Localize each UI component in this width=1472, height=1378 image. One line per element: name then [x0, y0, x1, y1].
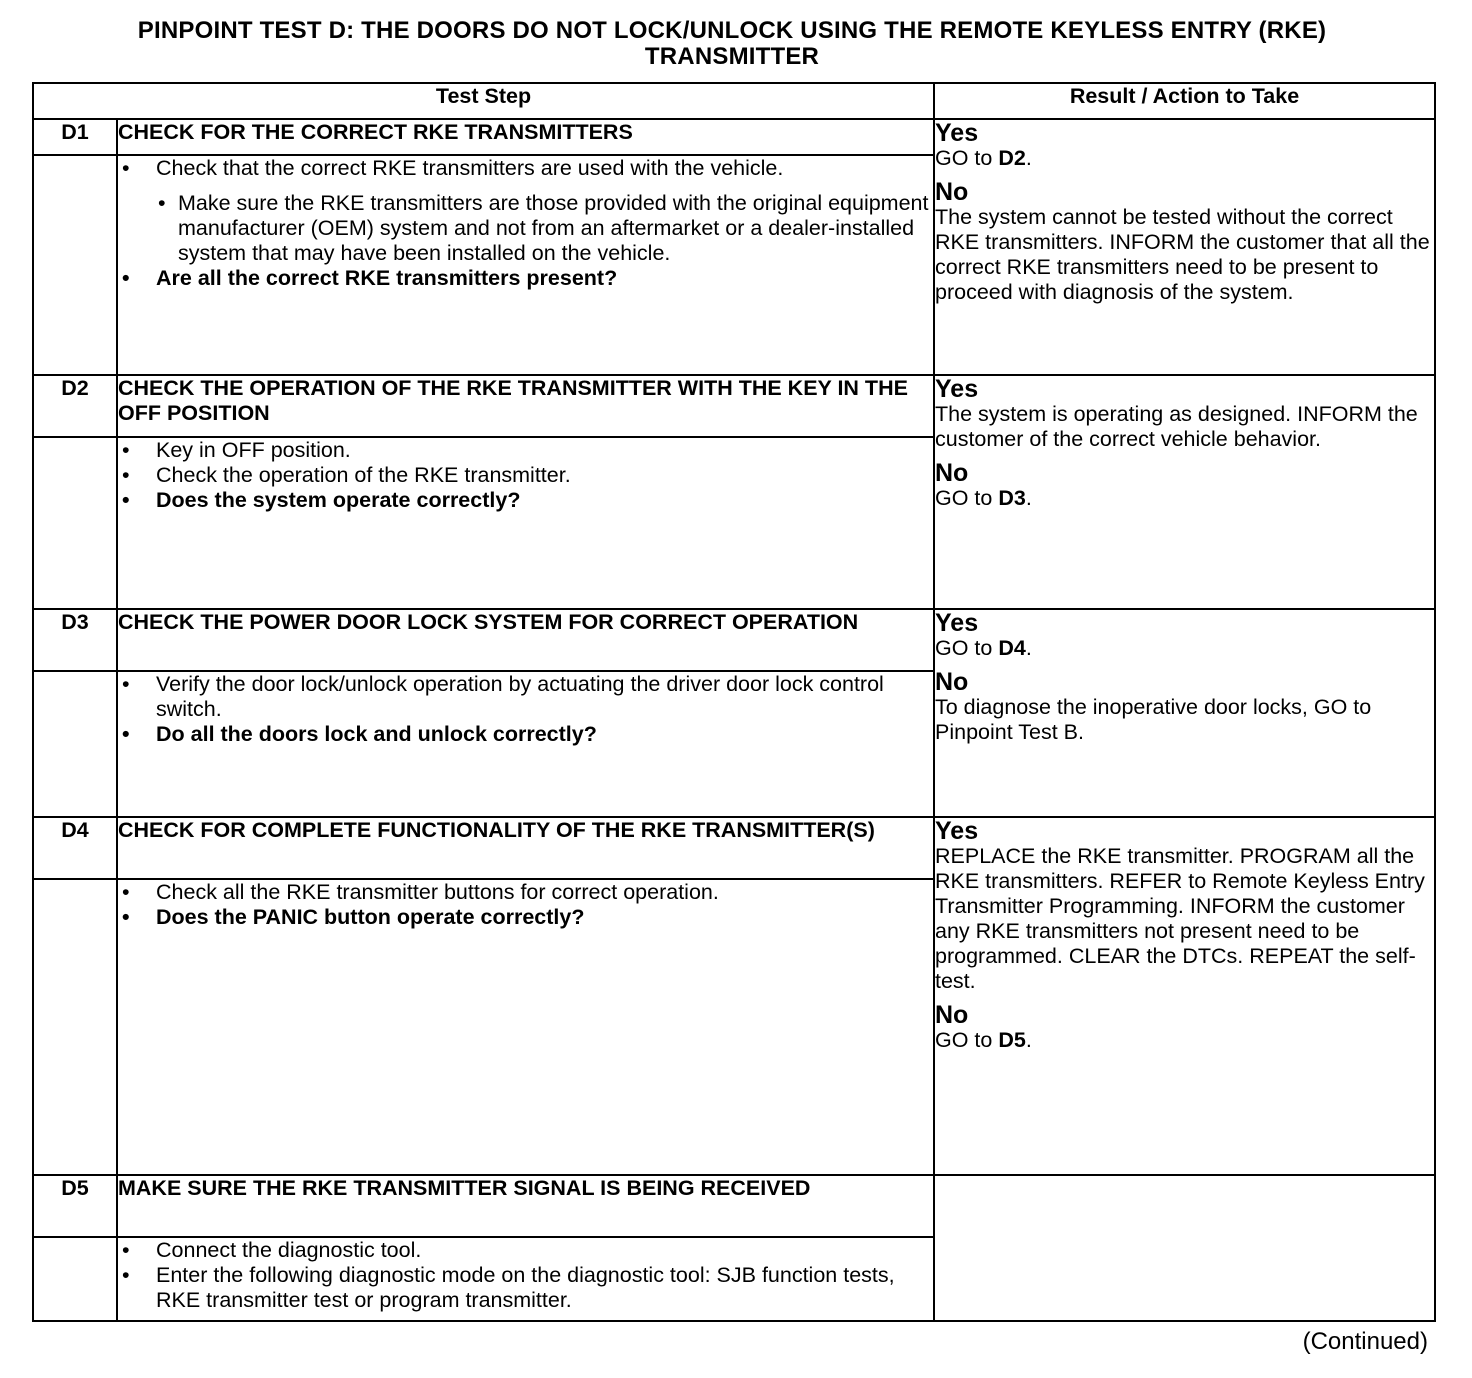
step-d3-title-row	[33, 609, 1435, 671]
title-line-1: PINPOINT TEST D: THE DOORS DO NOT LOCK/UNLOCK USING THE REMOTE KEYLESS ENTRY (RKE)	[137, 17, 1327, 44]
step-ref: D3	[998, 486, 1026, 510]
yes-action: GO to D2.	[935, 146, 1032, 170]
table-header-row	[33, 83, 1435, 119]
page-title	[0, 18, 1464, 70]
no-action: To diagnose the inoperative door locks, GO to Pinpoint Test B.	[935, 695, 1372, 744]
step-body	[117, 1237, 934, 1321]
title-line-2: TRANSMITTER	[644, 43, 820, 70]
list-item: • Connect the diagnostic tool.	[118, 1238, 933, 1263]
pinpoint-test-table	[32, 82, 1436, 1322]
no-label: No	[935, 459, 969, 487]
continued-label: (Continued)	[1302, 1328, 1428, 1355]
list-item: • Key in OFF position.	[118, 438, 933, 463]
step-title: MAKE SURE THE RKE TRANSMITTER SIGNAL IS BEING RECEIVED	[117, 1175, 934, 1237]
step-title: CHECK FOR COMPLETE FUNCTIONALITY OF THE RKE TRANSMITTER(S)	[117, 817, 934, 879]
step-d4-title-row	[33, 817, 1435, 879]
step-ref: D5	[998, 1028, 1026, 1052]
list-item: • Enter the following diagnostic mode on the diagnostic tool: SJB function tests, RKE transmitter test or program transmitter.	[118, 1263, 933, 1313]
yes-label: Yes	[935, 119, 979, 147]
list-item: • Does the system operate correctly?	[118, 488, 933, 513]
list-item: • Do all the doors lock and unlock correctly?	[118, 722, 933, 747]
yes-label: Yes	[935, 375, 979, 403]
step-number: D5	[33, 1175, 117, 1237]
step-ref: D2	[998, 146, 1026, 170]
step-d5-result	[934, 1175, 1435, 1321]
yes-action: The system is operating as designed. INFORM the customer of the correct vehicle behavior.	[935, 402, 1418, 451]
step-d1-result	[934, 119, 1435, 375]
step-title: CHECK THE OPERATION OF THE RKE TRANSMITTER WITH THE KEY IN THE OFF POSITION	[117, 375, 934, 437]
header-result: Result / Action to Take	[934, 83, 1435, 119]
step-number: D1	[33, 119, 117, 155]
list-item: • Does the PANIC button operate correctly?	[118, 905, 933, 930]
list-item: • Make sure the RKE transmitters are those provided with the original equipment manufacturer (OEM) system and not from an aftermarket or a dealer-installed system that may have been installed on the vehicle.	[118, 191, 933, 266]
step-d5-title-row	[33, 1175, 1435, 1237]
list-item: • Check all the RKE transmitter buttons for correct operation.	[118, 880, 933, 905]
step-d2-result	[934, 375, 1435, 609]
step-ref: D4	[998, 636, 1026, 660]
step-number: D3	[33, 609, 117, 671]
no-label: No	[935, 178, 969, 206]
step-title: CHECK THE POWER DOOR LOCK SYSTEM FOR CORRECT OPERATION	[117, 609, 934, 671]
step-body	[117, 155, 934, 375]
step-body	[117, 437, 934, 609]
list-item: • Verify the door lock/unlock operation by actuating the driver door lock control switch.	[118, 672, 933, 722]
yes-action: GO to D4.	[935, 636, 1032, 660]
yes-label: Yes	[935, 609, 979, 637]
step-d2-title-row	[33, 375, 1435, 437]
step-body	[117, 671, 934, 817]
step-d1-title-row	[33, 119, 1435, 155]
step-title: CHECK FOR THE CORRECT RKE TRANSMITTERS	[117, 119, 934, 155]
step-number: D2	[33, 375, 117, 437]
step-d4-result	[934, 817, 1435, 1175]
yes-label: Yes	[935, 817, 979, 845]
no-action: GO to D3.	[935, 486, 1032, 510]
list-item: • Are all the correct RKE transmitters present?	[118, 266, 933, 291]
no-label: No	[935, 1001, 969, 1029]
header-test-step: Test Step	[33, 83, 934, 119]
no-label: No	[935, 668, 969, 696]
list-item: • Check the operation of the RKE transmitter.	[118, 463, 933, 488]
step-d3-result	[934, 609, 1435, 817]
yes-action: REPLACE the RKE transmitter. PROGRAM all the RKE transmitters. REFER to Remote Keyless Entry Transmitter Programming. INFORM the customer any RKE transmitters not present need to be programmed. CLEAR the DTCs. REPEAT the self-test.	[935, 844, 1425, 993]
no-action: The system cannot be tested without the correct RKE transmitters. INFORM the customer that all the correct RKE transmitters need to be present to proceed with diagnosis of the system.	[935, 205, 1430, 304]
no-action: GO to D5.	[935, 1028, 1032, 1052]
list-item: • Check that the correct RKE transmitters are used with the vehicle.	[118, 156, 933, 181]
step-number: D4	[33, 817, 117, 879]
step-body	[117, 879, 934, 1175]
